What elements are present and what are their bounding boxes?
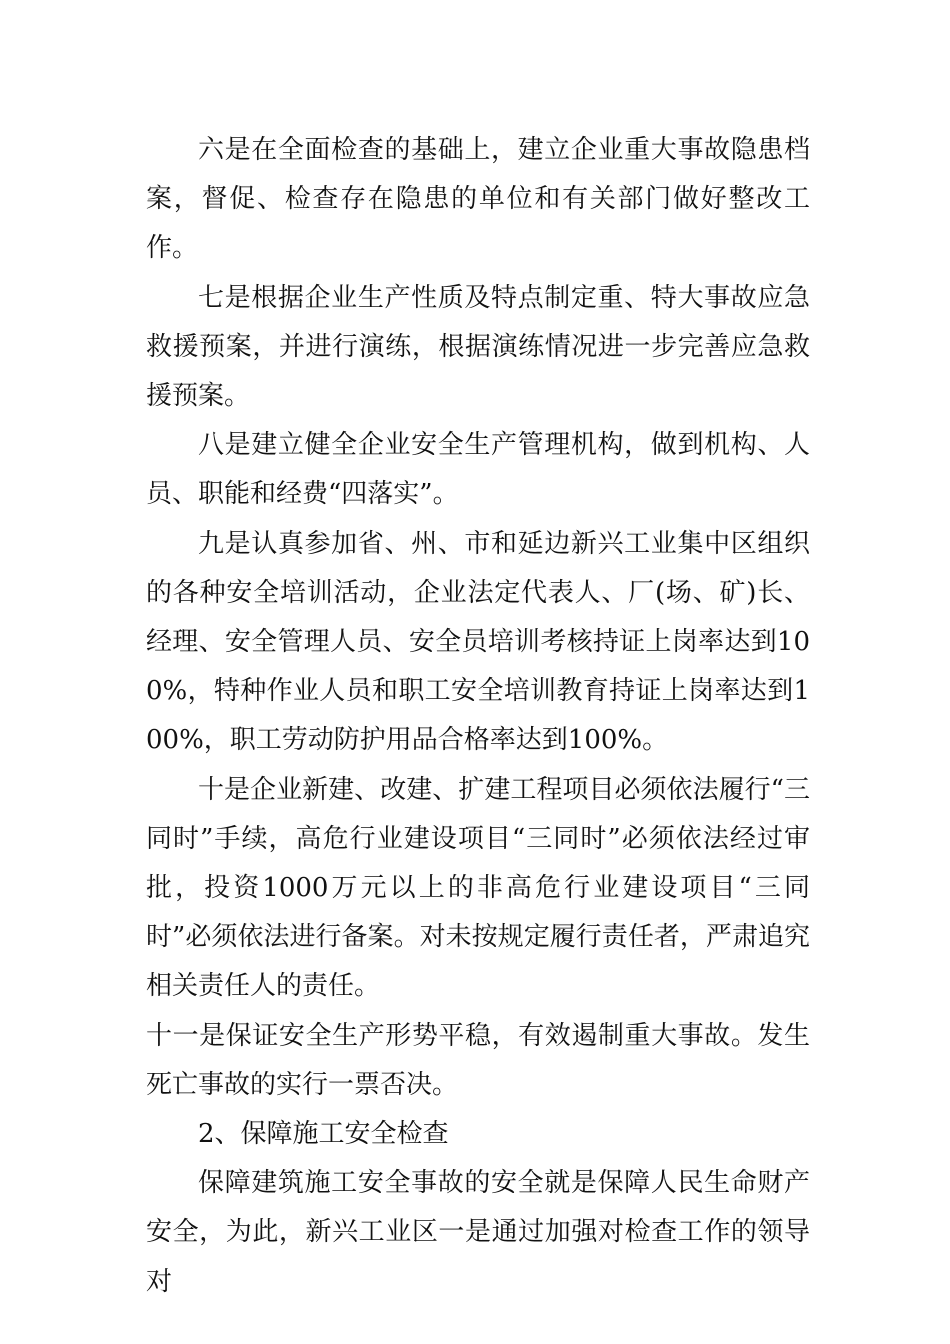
- paragraph-item-9: 九是认真参加省、州、市和延边新兴工业集中区组织的各种安全培训活动，企业法定代表人、厂(场、矿)长、经理、安全管理人员、安全员培训考核持证上岗率达到100%，特种作业人员和职工安全培训教育持证上岗率达到100%，职工劳动防护用品合格率达到100%。: [146, 528, 810, 756]
- paragraph-construction-safety: 保障建筑施工安全事故的安全就是保障人民生命财产安全，为此，新兴工业区一是通过加强对检查工作的领导对: [146, 1168, 810, 1297]
- paragraph-item-7: 七是根据企业生产性质及特点制定重、特大事故应急救援预案，并进行演练，根据演练情况进一步完善应急救援预案。: [146, 282, 810, 412]
- document-body: [146, 126, 810, 1307]
- paragraph-item-11: 十一是保证安全生产形势平稳，有效遏制重大事故。发生死亡事故的实行一票否决。: [146, 1020, 810, 1100]
- paragraph-item-8: 八是建立健全企业安全生产管理机构，做到机构、人员、职能和经费“四落实”。: [146, 430, 810, 510]
- paragraph-item-6: 六是在全面检查的基础上，建立企业重大事故隐患档案，督促、检查存在隐患的单位和有关部门做好整改工作。: [146, 135, 810, 264]
- section-heading: 2、保障施工安全检查: [198, 1119, 449, 1150]
- paragraph-item-10: 十是企业新建、改建、扩建工程项目必须依法履行“三同时”手续，高危行业建设项目“三同时”必须依法经过审批，投资1000万元以上的非高危行业建设项目“三同时”必须依法进行备案。对未按规定履行责任者，严肃追究相关责任人的责任。: [146, 774, 810, 1002]
